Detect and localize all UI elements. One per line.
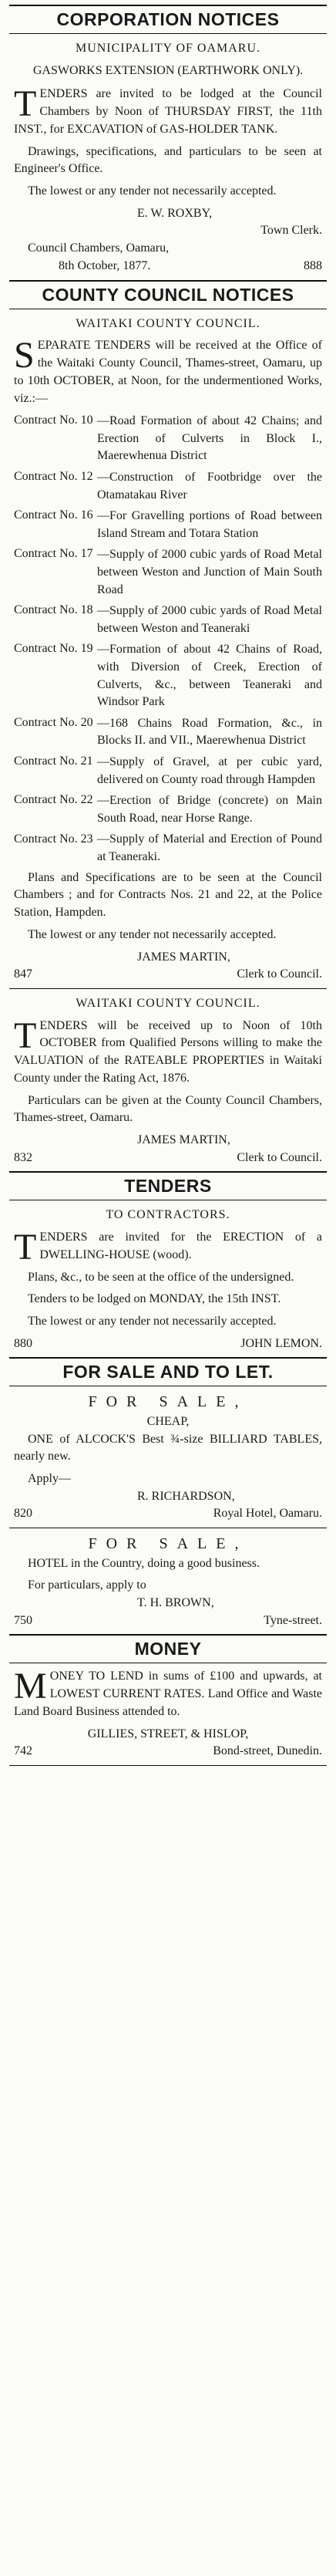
contract-item — [14, 714, 322, 750]
signer-row — [14, 966, 322, 984]
signer-name: R. RICHARDSON, — [137, 1489, 235, 1503]
signer-row — [14, 1505, 322, 1523]
contract-text: —Supply of Material and Erection of Pound at Teaneraki. — [97, 832, 322, 863]
section-title-tenders: TENDERS — [124, 1176, 212, 1197]
notice-gasworks — [9, 34, 327, 280]
ad-headline: FOR SALE, — [88, 1393, 248, 1411]
notice-paragraph: The lowest or any tender not necessarily accepted. — [28, 184, 277, 198]
contract-item — [14, 507, 322, 542]
signer-row — [14, 1612, 322, 1630]
contract-text: —Supply of 2000 cubic yards of Road Metal between Weston and Teaneraki — [97, 604, 322, 635]
contract-text: —168 Chains Road Formation, &c., in Blocks II. and VII., Maerewhenua District — [97, 716, 322, 748]
ad-body: MONEY TO LEND in sums of £100 and upwards, at LOWEST CURRENT RATES. Land Office and Waste Land Board Business attended to. — [14, 1666, 322, 1718]
notice-paragraph: Drawings, specifications, and particulars to be seen at Engineer's Office. — [14, 144, 322, 176]
contract-item — [14, 602, 322, 637]
contract-label: Contract No. 10 — [14, 414, 93, 427]
contract-label: Contract No. 12 — [14, 470, 93, 484]
contract-item — [14, 468, 322, 504]
ad-body: ONE of ALCOCK'S Best ¾-size BILLIARD TABLES, nearly new. — [14, 1432, 322, 1464]
contract-text: —Road Formation of about 42 Chains; and Erection of Culverts in Block I., Maerewhenua District — [97, 414, 322, 463]
divider — [9, 1765, 327, 1766]
ad-headline: FOR SALE, — [88, 1535, 248, 1553]
notice-heading: WAITAKI COUNTY COUNCIL. — [76, 996, 260, 1010]
section-title-sale: FOR SALE AND TO LET. — [62, 1362, 274, 1383]
ad-line: CHEAP, — [146, 1414, 190, 1428]
signer-row — [14, 1150, 322, 1167]
notice-dwelling-house — [9, 1200, 327, 1357]
newspaper-column — [9, 0, 327, 1766]
signer-name: GILLIES, STREET, & HISLOP, — [87, 1727, 249, 1740]
contract-item — [14, 545, 322, 599]
notice-ref: 880 — [14, 1336, 32, 1350]
notice-paragraph: Plans, &c., to be seen at the office of the undersigned. — [28, 1270, 294, 1284]
notice-heading: WAITAKI COUNTY COUNCIL. — [76, 316, 260, 330]
notice-body: TENDERS are invited for the ERECTION of a DWELLING-HOUSE (wood). — [14, 1227, 322, 1268]
ad-hotel — [9, 1528, 327, 1634]
contract-label: Contract No. 17 — [14, 547, 93, 561]
signer-title: Tyne-street. — [264, 1613, 322, 1627]
notice-date-row — [14, 258, 322, 275]
contract-text: —Formation of about 42 Chains of Road, with Diversion of Creek, Erection of Culverts, &c., between Teaneraki and Windsor Park — [97, 643, 322, 709]
notice-paragraph: Plans and Specifications are to be seen at the Council Chambers ; and for Contracts Nos. 21 and 22, at the Police Station, Hampden. — [14, 870, 322, 920]
ad-paragraph: For particulars, apply to — [28, 1578, 146, 1592]
notice-heading: TO CONTRACTORS. — [106, 1208, 230, 1222]
contract-label: Contract No. 19 — [14, 642, 93, 656]
notice-subheading: GASWORKS EXTENSION (EARTHWORK ONLY). — [32, 63, 304, 77]
contract-label: Contract No. 16 — [14, 508, 93, 522]
ad-body: HOTEL in the Country, doing a good business. — [28, 1556, 260, 1570]
contract-text: —Erection of Bridge (concrete) on Main South Road, near Horse Range. — [97, 794, 322, 825]
contract-text: —Supply of 2000 cubic yards of Road Metal between Weston and Junction of Main South Road — [97, 548, 322, 596]
signer-title: Town Clerk. — [260, 224, 322, 238]
notice-ref: 742 — [14, 1744, 32, 1758]
notice-paragraph: Particulars can be given at the County Council Chambers, Thames-street, Oamaru. — [14, 1093, 322, 1125]
contract-item — [14, 753, 322, 788]
contract-label: Contract No. 20 — [14, 716, 93, 730]
signer-row — [14, 1743, 322, 1761]
contract-item — [14, 640, 322, 711]
contract-text: —Supply of Gravel, at per cubic yard, delivered on County road through Hampden — [97, 755, 322, 786]
contract-item — [14, 831, 322, 866]
contract-list — [14, 412, 322, 866]
signer-name: JAMES MARTIN, — [137, 1133, 230, 1146]
section-title-county: COUNTY COUNCIL NOTICES — [42, 284, 294, 305]
notice-ref: 847 — [14, 967, 32, 981]
ad-billiard-table — [9, 1386, 327, 1528]
contract-item — [14, 412, 322, 465]
signer-title: Clerk to Council. — [237, 967, 322, 981]
contract-text: —For Gravelling portions of Road between Island Stream and Totara Station — [97, 508, 322, 540]
notice-paragraph: The lowest or any tender not necessarily accepted. — [28, 1315, 277, 1329]
contract-label: Contract No. 18 — [14, 603, 93, 617]
contract-label: Contract No. 22 — [14, 793, 93, 807]
section-title-money: MONEY — [134, 1639, 202, 1659]
signer-title: Clerk to Council. — [237, 1150, 322, 1164]
notice-ref: 820 — [14, 1507, 32, 1521]
notice-paragraph: Tenders to be lodged on MONDAY, the 15th INST. — [28, 1292, 281, 1306]
contract-label: Contract No. 21 — [14, 755, 93, 768]
notice-waitaki-valuation — [9, 989, 327, 1171]
signer-name: T. H. BROWN, — [137, 1596, 214, 1609]
signer-name: JAMES MARTIN, — [137, 950, 230, 964]
notice-place: Council Chambers, Oamaru, — [28, 241, 170, 255]
notice-body: SEPARATE TENDERS will be received at the Office of the Waitaki County Council, Thames-street, Oamaru, up to 10th OCTOBER, at Noon, for the undermentioned Works, viz.:— — [14, 335, 322, 405]
signer-name: E. W. ROXBY, — [137, 206, 213, 220]
notice-ref: 888 — [304, 258, 322, 272]
notice-body: TENDERS will be received up to Noon of 10th OCTOBER from Qualified Persons willing to make the VALUATION of the RATEABLE PROPERTIES in Waitaki County under the Rating Act, 1876. — [14, 1015, 322, 1085]
contract-text: —Construction of Footbridge over the Otamatakau River — [97, 470, 322, 501]
notice-heading: MUNICIPALITY OF OAMARU. — [75, 42, 261, 55]
contract-label: Contract No. 23 — [14, 832, 93, 846]
notice-ref: 832 — [14, 1150, 32, 1164]
signer-name: JOHN LEMON. — [240, 1336, 322, 1350]
notice-waitaki-tenders — [9, 309, 327, 988]
signer-row — [14, 1335, 322, 1353]
signer-title: Royal Hotel, Oamaru. — [213, 1507, 322, 1521]
notice-date: 8th October, 1877. — [59, 258, 151, 272]
ad-money-to-lend — [9, 1663, 327, 1765]
section-title-corporation: CORPORATION NOTICES — [56, 9, 280, 29]
notice-ref: 750 — [14, 1613, 32, 1627]
notice-paragraph: The lowest or any tender not necessarily accepted. — [28, 927, 277, 941]
signer-address: Bond-street, Dunedin. — [213, 1744, 322, 1758]
notice-body: TENDERS are invited to be lodged at the Council Chambers by Noon of THURSDAY FIRST, the 11th INST., for EXCAVATION of GAS-HOLDER TANK. — [14, 83, 322, 136]
ad-apply: Apply— — [28, 1472, 71, 1486]
contract-item — [14, 792, 322, 827]
